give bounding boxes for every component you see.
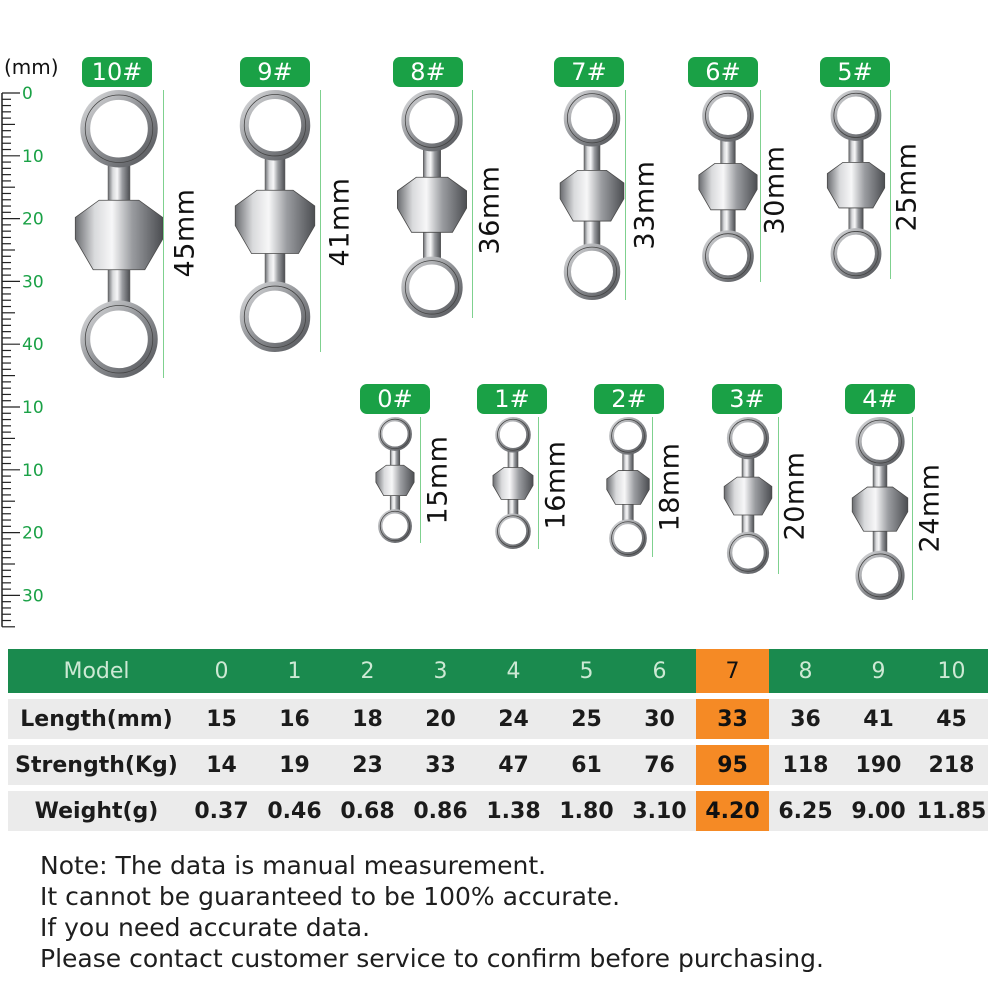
length-label: 24mm (914, 463, 946, 553)
split-ring-icon (380, 419, 410, 449)
split-ring-icon (705, 234, 750, 279)
row-label: Weight(g) (8, 791, 185, 831)
table-cell: 1.80 (550, 791, 623, 831)
ball-bearing-swivel-icon (852, 420, 908, 597)
table-cell: 190 (842, 745, 915, 785)
length-guide-line (538, 417, 539, 549)
table-cell: 0.68 (331, 791, 404, 831)
table-cell: 0.86 (404, 791, 477, 831)
split-ring-icon (498, 516, 529, 547)
ball-bearing-swivel-icon (376, 419, 414, 541)
length-label: 33mm (629, 160, 661, 250)
length-label: 45mm (169, 188, 201, 278)
length-guide-line (625, 90, 626, 300)
model-number-cell: 7 (696, 649, 769, 693)
ball-bearing-swivel-icon (493, 419, 533, 546)
model-number-cell: 5 (550, 649, 623, 693)
ball-bearing-swivel-icon (75, 95, 162, 373)
split-ring-icon (567, 94, 616, 143)
ball-bearing-swivel-icon (560, 94, 624, 297)
model-number-cell: 2 (331, 649, 404, 693)
ruler-unit-label: (mm) (4, 55, 59, 79)
length-label: 15mm (422, 435, 454, 525)
table-cell: 33 (404, 745, 477, 785)
table-row (8, 745, 988, 785)
table-cell: 16 (258, 699, 331, 739)
note-line-4: Please contact customer service to confirm before purchasing. (40, 944, 824, 973)
split-ring-icon (859, 554, 902, 597)
ball-bearing-swivel-icon (235, 95, 315, 348)
table-cell: 4.20 (696, 791, 769, 831)
model-number-cell: 3 (404, 649, 477, 693)
split-ring-icon (498, 419, 529, 450)
spec-table (8, 643, 988, 837)
model-number-cell: 4 (477, 649, 550, 693)
ruler-tick-label: 10 (22, 146, 44, 167)
size-badge: 2# (594, 384, 664, 414)
split-ring-icon (85, 306, 153, 374)
model-number-cell: 1 (258, 649, 331, 693)
table-row (8, 699, 988, 739)
ruler-tick-label: 30 (22, 272, 44, 293)
length-guide-line (652, 417, 653, 557)
split-ring-icon (834, 231, 878, 275)
ruler-tick-label: 10 (22, 460, 44, 481)
ruler-tick-label: 30 (22, 586, 44, 607)
ruler-tick-label: 10 (22, 398, 44, 418)
split-ring-icon (380, 511, 410, 541)
length-label: 41mm (324, 177, 356, 267)
length-guide-line (320, 90, 321, 352)
split-ring-icon (730, 420, 767, 457)
table-cell: 76 (623, 745, 696, 785)
note-line-1: Note: The data is manual measurement. (40, 851, 547, 880)
split-ring-icon (567, 247, 616, 296)
table-cell: 1.38 (477, 791, 550, 831)
split-ring-icon (85, 95, 153, 163)
length-guide-line (912, 417, 913, 600)
split-ring-icon (612, 522, 645, 555)
model-number-cell: 6 (623, 649, 696, 693)
table-cell: 6.25 (769, 791, 842, 831)
ruler-tick-label: 20 (22, 209, 44, 230)
table-cell: 95 (696, 745, 769, 785)
table-cell: 20 (404, 699, 477, 739)
model-number-cell: 10 (915, 649, 988, 693)
size-badge: 8# (393, 57, 463, 87)
table-cell: 41 (842, 699, 915, 739)
disclaimer-note (40, 850, 824, 974)
table-cell: 118 (769, 745, 842, 785)
ruler-tick-label: 40 (22, 335, 44, 356)
length-label: 25mm (891, 142, 923, 232)
split-ring-icon (612, 419, 645, 452)
ball-bearing-swivel-icon (827, 93, 884, 275)
note-line-2: It cannot be guaranteed to be 100% accurate. (40, 882, 621, 911)
length-guide-line (163, 90, 164, 378)
split-ring-icon (705, 93, 750, 138)
size-badge: 5# (820, 57, 890, 87)
split-ring-icon (834, 93, 878, 137)
size-badge: 6# (688, 57, 758, 87)
table-cell: 30 (623, 699, 696, 739)
row-label: Strength(Kg) (8, 745, 185, 785)
ruler-tick-label: 20 (22, 523, 44, 544)
table-cell: 18 (331, 699, 404, 739)
length-label: 20mm (779, 451, 811, 541)
table-cell: 218 (915, 745, 988, 785)
length-label: 18mm (654, 442, 686, 532)
row-label: Length(mm) (8, 699, 185, 739)
table-cell: 14 (185, 745, 258, 785)
split-ring-icon (405, 261, 458, 314)
length-label: 36mm (474, 165, 506, 255)
size-badge: 7# (554, 57, 624, 87)
table-cell: 33 (696, 699, 769, 739)
split-ring-icon (244, 95, 305, 156)
split-ring-icon (859, 420, 902, 463)
table-cell: 11.85 (915, 791, 988, 831)
ball-bearing-swivel-icon (607, 419, 649, 554)
length-label: 30mm (759, 145, 791, 235)
table-cell: 0.46 (258, 791, 331, 831)
size-badge: 9# (240, 57, 310, 87)
model-number-cell: 8 (769, 649, 842, 693)
split-ring-icon (244, 286, 305, 347)
length-guide-line (472, 90, 473, 318)
size-badge: 0# (360, 384, 430, 414)
table-cell: 15 (185, 699, 258, 739)
ball-bearing-swivel-icon (699, 93, 757, 278)
ball-bearing-swivel-icon (397, 94, 466, 314)
size-badge: 1# (477, 384, 547, 414)
table-cell: 24 (477, 699, 550, 739)
size-badge: 4# (845, 384, 915, 414)
table-cell: 0.37 (185, 791, 258, 831)
model-number-cell: 0 (185, 649, 258, 693)
split-ring-icon (730, 534, 767, 571)
ruler-tick-label: 0 (22, 84, 33, 104)
header-model-label: Model (8, 649, 185, 693)
table-cell: 25 (550, 699, 623, 739)
table-cell: 45 (915, 699, 988, 739)
table-cell: 9.00 (842, 791, 915, 831)
table-cell: 23 (331, 745, 404, 785)
model-number-cell: 9 (842, 649, 915, 693)
table-cell: 36 (769, 699, 842, 739)
table-cell: 61 (550, 745, 623, 785)
split-ring-icon (405, 94, 458, 147)
ball-bearing-swivel-icon (724, 420, 772, 572)
length-label: 16mm (540, 440, 572, 530)
size-badge: 10# (82, 57, 152, 87)
table-row (8, 791, 988, 831)
length-guide-line (420, 417, 421, 543)
note-line-3: If you need accurate data. (40, 913, 371, 942)
table-header-row (8, 649, 988, 693)
table-cell: 19 (258, 745, 331, 785)
size-badge: 3# (712, 384, 782, 414)
table-cell: 3.10 (623, 791, 696, 831)
table-cell: 47 (477, 745, 550, 785)
